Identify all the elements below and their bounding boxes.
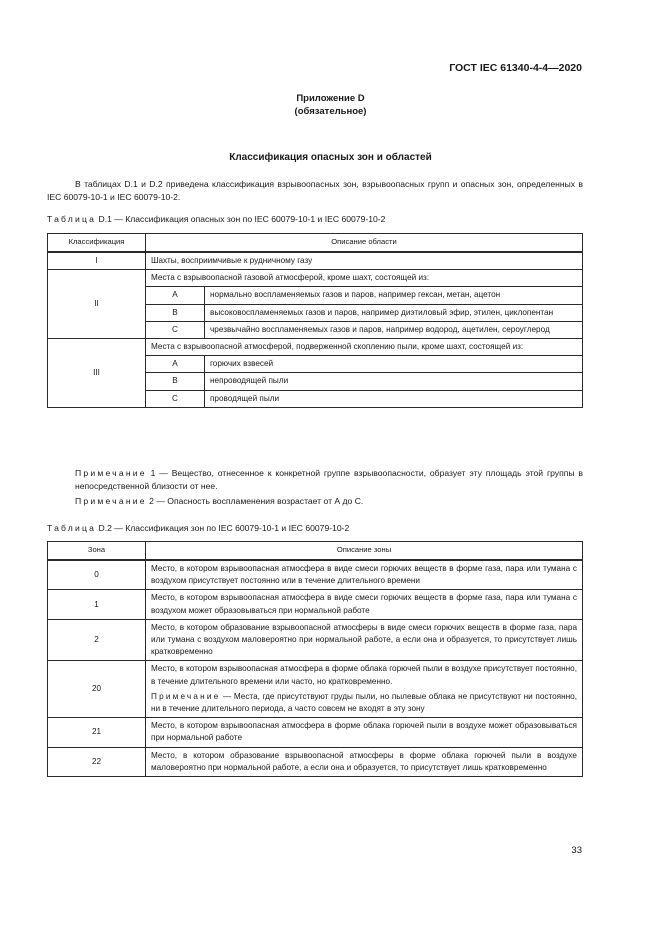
- table-row: [48, 252, 583, 270]
- table-row: [48, 560, 583, 590]
- annex-heading: [0, 92, 661, 118]
- table2-header-desc: Описание зоны: [146, 542, 583, 561]
- table-d1: [47, 233, 583, 408]
- table-d2: [47, 541, 583, 777]
- table-row: [48, 339, 583, 356]
- zone-desc: Место, в котором взрывоопасная атмосфера в форме облака горючей пыли в воздухе может образовываться при нормальной работе: [146, 718, 583, 747]
- desc-cell: Места с взрывоопасной атмосферой, подверженной скоплению пыли, кроме шахт, состоящей из:: [146, 339, 583, 356]
- table-row: [48, 270, 583, 287]
- group-letter: B: [146, 373, 205, 390]
- table1-caption-text: D.1 — Классификация опасных зон по IEC 60079-10-1 и IEC 60079-10-2: [96, 214, 386, 224]
- group-letter: A: [146, 287, 205, 304]
- zone-cell: 22: [48, 747, 146, 776]
- intro-paragraph: В таблицах D.1 и D.2 приведена классификация взрывоопасных зон, взрывоопасных групп и опасных зон, определенных в IEC 60079-10-1 и IEC 60079-10-2.: [47, 179, 583, 202]
- table1-caption: [47, 214, 587, 224]
- class-cell: I: [48, 252, 146, 270]
- group-desc: чрезвычайно воспламеняемых газов и паров, например водород, ацетилен, сероуглерод: [205, 321, 583, 338]
- group-letter: C: [146, 390, 205, 407]
- desc-cell: Места с взрывоопасной газовой атмосферой, кроме шахт, состоящей из:: [146, 270, 583, 287]
- standard-designation: ГОСТ IEC 61340-4-4—2020: [449, 62, 582, 74]
- table-row: [48, 747, 583, 776]
- annex-status: (обязательное): [294, 106, 367, 117]
- table-row: [48, 619, 583, 661]
- zone-desc: Место, в котором взрывоопасная атмосфера в виде смеси горючих веществ в форме газа, пара или тумана с воздухом может образовываться при нормальной работе: [146, 590, 583, 619]
- table2-caption-word: Таблица: [47, 523, 97, 533]
- class-cell: III: [48, 339, 146, 408]
- zone-cell: 1: [48, 590, 146, 619]
- table2-caption-text: D.2 — Классификация зон по IEC 60079-10-1 и IEC 60079-10-2: [96, 523, 350, 533]
- zone-desc: Место, в котором взрывоопасная атмосфера в форме облака горючей пыли в воздухе присутствует постоянно, в течение длительного времени или часто, но кратковременно.: [151, 664, 577, 686]
- class-cell: II: [48, 270, 146, 339]
- zone-note: Примечание — Места, где присутствуют груды пыли, но пылевые облака не присутствуют ни постоянно, ни в течение длительного периода, а часто совсем не входят в эту зону: [151, 691, 577, 714]
- table2-caption: [47, 523, 587, 533]
- table-row: [48, 718, 583, 747]
- group-letter: A: [146, 356, 205, 373]
- note-1: Примечание 1 — Вещество, отнесенное к конкретной группе взрывоопасности, образует эту площадь этой группы в непосредственной близости от нее.: [75, 468, 583, 491]
- group-desc: нормально воспламеняемых газов и паров, например гексан, метан, ацетон: [205, 287, 583, 304]
- table1-caption-word: Таблица: [47, 214, 97, 224]
- group-desc: проводящей пыли: [205, 390, 583, 407]
- table1-notes: [47, 467, 583, 508]
- note-2: Примечание 2 — Опасность воспламенения возрастает от А до С.: [75, 496, 364, 506]
- group-desc: горючих взвесей: [205, 356, 583, 373]
- group-letter: B: [146, 304, 205, 321]
- desc-cell: Шахты, восприимчивые к рудничному газу: [146, 252, 583, 270]
- zone-cell: 0: [48, 560, 146, 590]
- table-row: [48, 590, 583, 619]
- zone-desc: Место, в котором взрывоопасная атмосфера в виде смеси горючих веществ в форме газа, пара или тумана с воздухом присутствует постоянно или в течение длительного времени: [146, 560, 583, 590]
- group-letter: C: [146, 321, 205, 338]
- zone-desc: Место, в котором образование взрывоопасной атмосферы в форме облака горючей пыли в воздухе маловероятно при нормальной работе, а если она и образуется, то присутствует лишь кратковременно: [146, 747, 583, 776]
- annex-title: Приложение D: [296, 93, 365, 104]
- table2-header-zone: Зона: [48, 542, 146, 561]
- zone-cell: 2: [48, 619, 146, 661]
- zone-desc-cell: [146, 661, 583, 718]
- zone-cell: 21: [48, 718, 146, 747]
- table1-header-class: Классификация: [48, 234, 146, 253]
- zone-cell: 20: [48, 661, 146, 718]
- zone-desc: Место, в котором образование взрывоопасной атмосферы в виде смеси горючих веществ в форме газа, пара или тумана с воздухом маловероятно при нормальной работе, а если она и образуется, то присутствует лишь кратковременно: [146, 619, 583, 661]
- page-number: 33: [571, 845, 582, 856]
- group-desc: высоковоспламеняемых газов и паров, например диэтиловый эфир, этилен, циклопентан: [205, 304, 583, 321]
- group-desc: непроводящей пыли: [205, 373, 583, 390]
- table1-header-desc: Описание области: [146, 234, 583, 253]
- table-row: [48, 661, 583, 718]
- section-title: Классификация опасных зон и областей: [229, 152, 432, 163]
